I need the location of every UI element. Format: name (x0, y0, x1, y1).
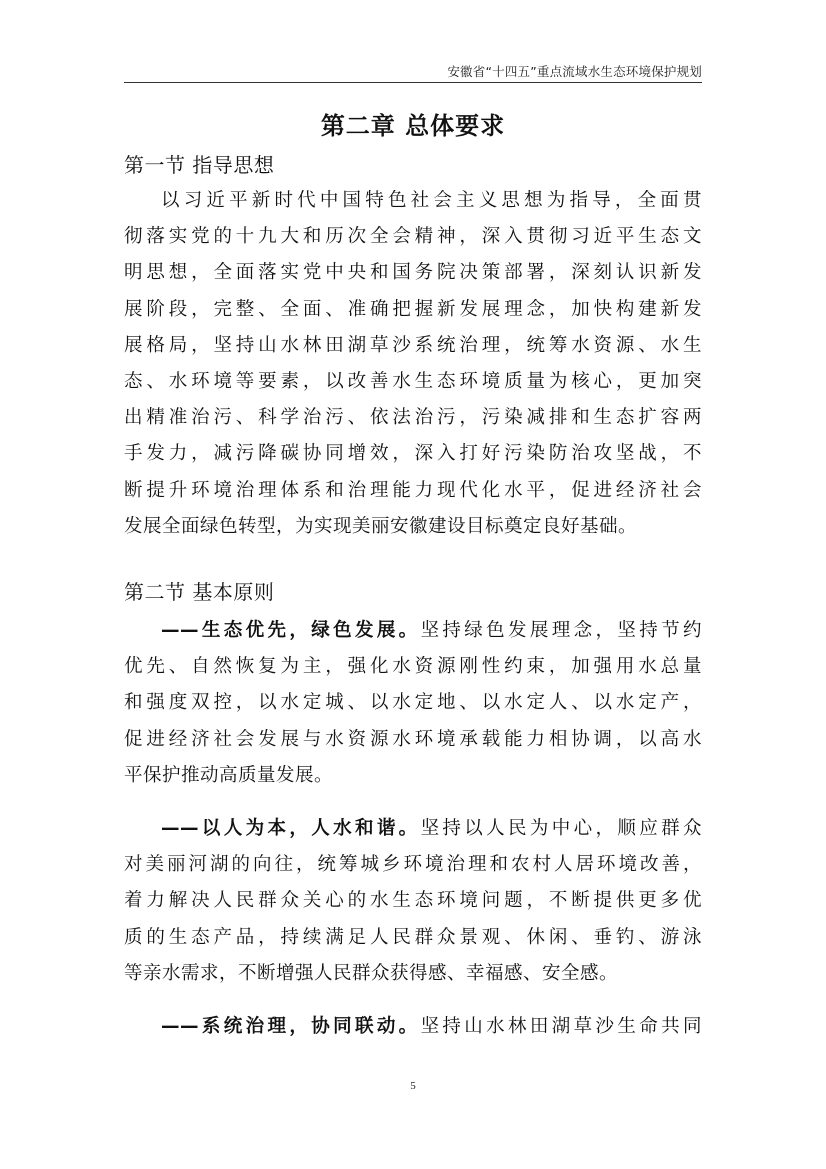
text-line: 断提升环境治理体系和治理能力现代化水平，促进经济社会 (124, 479, 702, 501)
principle-text: 坚持以人民为中心，顺应群众 (420, 818, 702, 839)
text-line: 手发力，减污降碳协同增效，深入打好污染防治攻坚战，不 (124, 443, 702, 465)
text-line: 促进经济社会发展与水资源水环境承载能力相协调，以高水 (124, 728, 702, 750)
text-line: 质的生态产品，持续满足人民群众景观、休闲、垂钓、游泳 (124, 926, 702, 948)
text-line: 对美丽河湖的向往，统筹城乡环境治理和农村人居环境改善， (124, 854, 702, 876)
text-line: 平保护推动高质量发展。 (124, 764, 334, 786)
section-title-basic-principles: 第二节 基本原则 (124, 580, 275, 604)
text-line: 明思想，全面落实党中央和国务院决策部署，深刻认识新发 (124, 262, 702, 284)
text-line: 彻落实党的十九大和历次全会精神，深入贯彻习近平生态文 (124, 226, 702, 248)
text-line: 以习近平新时代中国特色社会主义思想为指导，全面贯 (161, 190, 702, 211)
principle-text: 坚持绿色发展理念，坚持节约 (420, 620, 702, 641)
header-title: 安徽省“十四五”重点流域水生态环境保护规划 (447, 64, 702, 79)
text-line: 展阶段，完整、全面、准确把握新发展理念，加快构建新发 (124, 298, 702, 320)
text-line: 着力解决人民群众关心的水生态环境问题，不断提供更多优 (124, 890, 702, 912)
text-line: 优先、自然恢复为主，强化水资源刚性约束，加强用水总量 (124, 656, 702, 678)
text-line: 出精准治污、科学治污、依法治污，污染减排和生态扩容两 (124, 407, 702, 429)
text-line (124, 811, 702, 847)
paragraph-guiding-ideology (124, 183, 702, 545)
section-title-guiding-ideology: 第一节 指导思想 (124, 153, 275, 177)
principle-people-oriented (124, 811, 702, 992)
principle-text: 坚持山水林田湖草沙生命共同 (420, 1016, 702, 1037)
header-divider (124, 82, 702, 83)
text-line: 和强度双控，以水定城、以水定地、以水定人、以水定产， (124, 692, 702, 714)
text-line (124, 613, 702, 649)
chapter-title: 第二章 总体要求 (320, 112, 506, 140)
principle-heading: ——以人为本，人水和谐。 (161, 818, 421, 839)
text-line: 等亲水需求，不断增强人民群众获得感、幸福感、安全感。 (124, 962, 619, 984)
text-line: 发展全面绿色转型，为实现美丽安徽建设目标奠定良好基础。 (124, 515, 638, 537)
text-line: 态、水环境等要素，以改善水生态环境质量为核心，更加突 (124, 370, 702, 392)
text-line (124, 1009, 702, 1045)
principle-ecology-first (124, 613, 702, 794)
principle-systematic-governance (124, 1009, 702, 1045)
text-line: 展格局，坚持山水林田湖草沙系统治理，统筹水资源、水生 (124, 334, 702, 356)
page-number: 5 (410, 1080, 416, 1092)
principle-heading: ——系统治理，协同联动。 (161, 1016, 421, 1037)
principle-heading: ——生态优先，绿色发展。 (161, 620, 421, 641)
